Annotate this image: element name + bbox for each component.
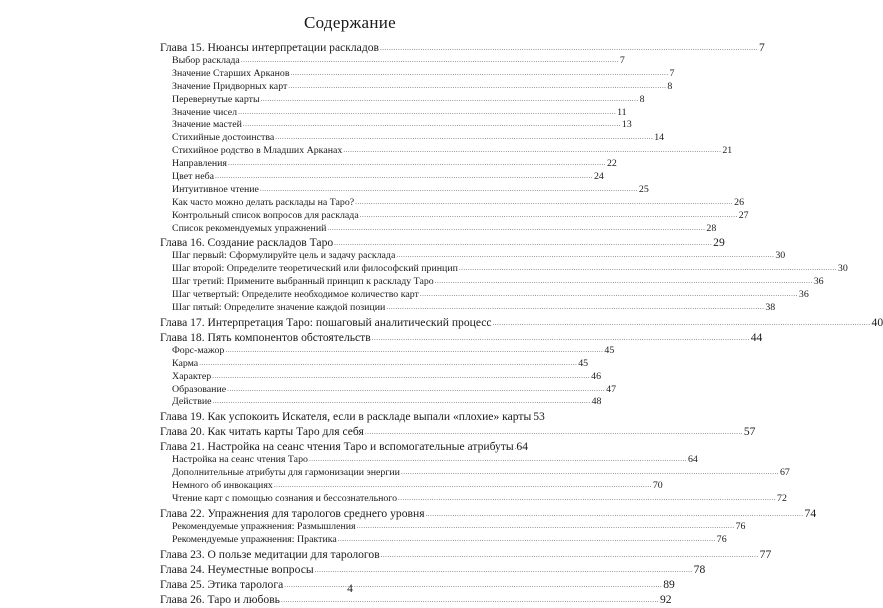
toc-entry-page: 48 bbox=[591, 396, 602, 408]
table-of-contents bbox=[160, 40, 883, 607]
toc-entry-title: Глава 16. Создание раскладов Таро bbox=[160, 236, 334, 250]
toc-entry-page: 24 bbox=[593, 171, 604, 183]
toc-entry-page: 38 bbox=[765, 302, 776, 314]
toc-entry-title: Глава 18. Пять компонентов обстоятельств bbox=[160, 330, 371, 344]
dot-leader bbox=[275, 131, 653, 144]
toc-entry-page: 7 bbox=[669, 67, 675, 79]
toc-entry-title: Глава 21. Настройка на сеанс чтения Таро и вспомогательные атрибуты bbox=[160, 440, 514, 454]
toc-entry-page: 14 bbox=[654, 132, 665, 144]
toc-entry-page: 89 bbox=[663, 577, 675, 591]
toc-section-entry bbox=[172, 302, 776, 315]
toc-entry-page: 21 bbox=[722, 145, 733, 157]
toc-entry-page: 72 bbox=[777, 493, 787, 505]
toc-entry-title: Глава 15. Нюансы интерпретации раскладов bbox=[160, 41, 379, 54]
dot-leader bbox=[360, 209, 738, 222]
toc-entry-title: Значение мастей bbox=[172, 119, 242, 131]
dot-leader bbox=[199, 357, 577, 370]
toc-entry-title: Как часто можно делать расклады на Таро? bbox=[172, 196, 355, 208]
dot-leader bbox=[228, 157, 606, 170]
dot-leader bbox=[343, 144, 721, 157]
toc-entry-title: Контрольный список вопросов для расклада bbox=[172, 209, 359, 221]
toc-entry-page: 40 bbox=[871, 315, 883, 329]
toc-entry-title: Цвет неба bbox=[172, 171, 214, 183]
toc-entry-title: Направления bbox=[172, 158, 227, 170]
dot-leader bbox=[212, 370, 590, 383]
toc-entry-title: Значение Старших Арканов bbox=[172, 67, 290, 79]
toc-chapter-entry bbox=[160, 547, 772, 562]
toc-entry-page: 44 bbox=[750, 330, 763, 344]
toc-entry-title: Карма bbox=[172, 357, 199, 369]
dot-leader bbox=[213, 395, 591, 408]
toc-entry-title: Стихийное родство в Младших Арканах bbox=[172, 145, 343, 157]
toc-entry-title: Немного об инвокациях bbox=[172, 480, 273, 492]
dot-leader bbox=[215, 170, 593, 183]
dot-leader bbox=[260, 183, 638, 196]
toc-entry-title: Выбор расклада bbox=[172, 55, 240, 66]
toc-entry-page: 30 bbox=[837, 263, 848, 275]
dot-leader bbox=[398, 492, 776, 505]
toc-entry-title: Рекомендуемые упражнения: Размышления bbox=[172, 520, 356, 532]
toc-entry-title: Шаг второй: Определите теоретический или философский принцип bbox=[172, 263, 458, 275]
dot-leader bbox=[261, 93, 639, 106]
toc-entry-page: 25 bbox=[638, 183, 649, 195]
toc-entry-page: 47 bbox=[606, 383, 616, 395]
toc-entry-title: Форс-мажор bbox=[172, 344, 225, 356]
toc-entry-title: Рекомендуемые упражнения: Практика bbox=[172, 533, 337, 545]
toc-entry-title: Шаг четвертый: Определите необходимое количество карт bbox=[172, 289, 419, 301]
toc-entry-page: 76 bbox=[735, 520, 746, 532]
toc-entry-title: Глава 20. Как читать карты Таро для себя bbox=[160, 425, 364, 439]
toc-entry-title: Чтение карт с помощью сознания и бессознательного bbox=[172, 493, 398, 505]
toc-entry-page: 92 bbox=[659, 592, 672, 606]
toc-entry-title: Шаг третий: Примените выбранный принцип к раскладу Таро bbox=[172, 276, 434, 288]
toc-entry-page: 57 bbox=[743, 425, 756, 439]
toc-entry-title: Шаг пятый: Определите значение каждой позиции bbox=[172, 302, 386, 314]
toc-entry-page: 8 bbox=[667, 80, 673, 92]
dot-leader bbox=[338, 533, 716, 546]
toc-entry-title: Глава 26. Таро и любовь bbox=[160, 592, 280, 606]
toc-entry-page: 26 bbox=[734, 196, 745, 208]
toc-entry-title: Настройка на сеанс чтения Таро bbox=[172, 454, 308, 466]
dot-leader bbox=[241, 54, 619, 67]
toc-entry-title: Стихийные достоинства bbox=[172, 132, 275, 144]
toc-entry-page: 8 bbox=[639, 93, 645, 105]
dot-leader bbox=[386, 301, 764, 314]
toc-entry-page: 64 bbox=[516, 440, 528, 454]
toc-entry-page: 46 bbox=[591, 370, 602, 382]
toc-entry-title: Глава 17. Интерпретация Таро: пошаговый аналитический процесс bbox=[160, 315, 492, 329]
dot-leader bbox=[274, 479, 652, 492]
toc-entry-page: 45 bbox=[578, 357, 589, 369]
toc-entry-title: Дополнительные атрибуты для гармонизации энергии bbox=[172, 467, 400, 479]
toc-entry-title: Глава 24. Неуместные вопросы bbox=[160, 562, 314, 576]
toc-entry-title: Значение Придворных карт bbox=[172, 80, 288, 92]
page-number: 4 bbox=[347, 583, 353, 595]
toc-entry-page: 74 bbox=[804, 506, 817, 520]
dot-leader bbox=[225, 344, 603, 357]
toc-entry-page: 28 bbox=[706, 222, 717, 234]
toc-entry-page: 29 bbox=[713, 236, 725, 250]
toc-chapter-entry bbox=[160, 506, 817, 521]
dot-leader bbox=[290, 67, 668, 80]
dot-leader bbox=[365, 423, 743, 440]
dot-leader bbox=[309, 453, 687, 466]
dot-leader bbox=[238, 106, 616, 119]
toc-chapter-entry bbox=[160, 424, 756, 439]
dot-leader bbox=[357, 520, 735, 533]
toc-chapter-entry bbox=[160, 315, 883, 330]
toc-entry-page: 36 bbox=[813, 276, 824, 288]
dot-leader bbox=[459, 262, 837, 275]
dot-leader bbox=[355, 196, 733, 209]
toc-entry-page: 36 bbox=[798, 289, 809, 301]
toc-entry-page: 67 bbox=[779, 467, 790, 479]
toc-entry-page: 70 bbox=[652, 480, 663, 492]
toc-entry-page: 11 bbox=[617, 106, 627, 118]
toc-entry-page: 64 bbox=[687, 454, 698, 466]
toc-chapter-entry bbox=[160, 330, 763, 345]
toc-entry-page: 22 bbox=[606, 158, 617, 170]
toc-entry-title: Перевернутые карты bbox=[172, 93, 260, 105]
dot-leader bbox=[420, 288, 798, 301]
toc-entry-title: Шаг первый: Сформулируйте цель и задачу расклада bbox=[172, 250, 396, 262]
toc-entry-page: 7 bbox=[759, 41, 765, 54]
toc-entry-title: Характер bbox=[172, 370, 212, 382]
dot-leader bbox=[243, 118, 621, 131]
toc-entry-page: 76 bbox=[716, 533, 727, 545]
toc-chapter-entry bbox=[160, 439, 528, 454]
toc-entry-page: 30 bbox=[775, 250, 786, 262]
toc-entry-title: Глава 19. Как успокоить Искателя, если в раскладе выпали «плохие» карты bbox=[160, 410, 532, 424]
toc-entry-title: Образование bbox=[172, 383, 227, 395]
toc-entry-title: Интуитивное чтение bbox=[172, 183, 259, 195]
toc-entry-title: Глава 25. Этика таролога bbox=[160, 577, 284, 591]
toc-entry-title: Значение чисел bbox=[172, 106, 238, 118]
toc-chapter-entry bbox=[160, 40, 765, 55]
toc-entry-page: 13 bbox=[621, 119, 632, 131]
page-title: Содержание bbox=[303, 13, 397, 32]
dot-leader bbox=[396, 249, 774, 262]
toc-section-entry bbox=[172, 396, 602, 409]
toc-chapter-entry bbox=[160, 562, 706, 577]
toc-entry-title: Глава 22. Упражнения для тарологов среднего уровня bbox=[160, 506, 425, 520]
toc-entry-page: 78 bbox=[693, 562, 706, 576]
toc-chapter-entry bbox=[160, 409, 545, 424]
toc-entry-page: 53 bbox=[533, 410, 545, 424]
dot-leader bbox=[401, 466, 779, 479]
dot-leader bbox=[327, 222, 705, 235]
toc-entry-title: Действие bbox=[172, 396, 212, 408]
dot-leader bbox=[227, 383, 605, 396]
toc-chapter-entry bbox=[160, 235, 725, 250]
toc-entry-page: 77 bbox=[759, 547, 772, 561]
dot-leader bbox=[435, 275, 813, 288]
toc-entry-page: 45 bbox=[604, 344, 615, 356]
toc-entry-page: 7 bbox=[619, 55, 625, 66]
dot-leader bbox=[288, 80, 666, 93]
toc-entry-title: Список рекомендуемых упражнений bbox=[172, 222, 327, 234]
toc-entry-title: Глава 23. О пользе медитации для тарологов bbox=[160, 547, 380, 561]
toc-entry-page: 27 bbox=[738, 209, 749, 221]
